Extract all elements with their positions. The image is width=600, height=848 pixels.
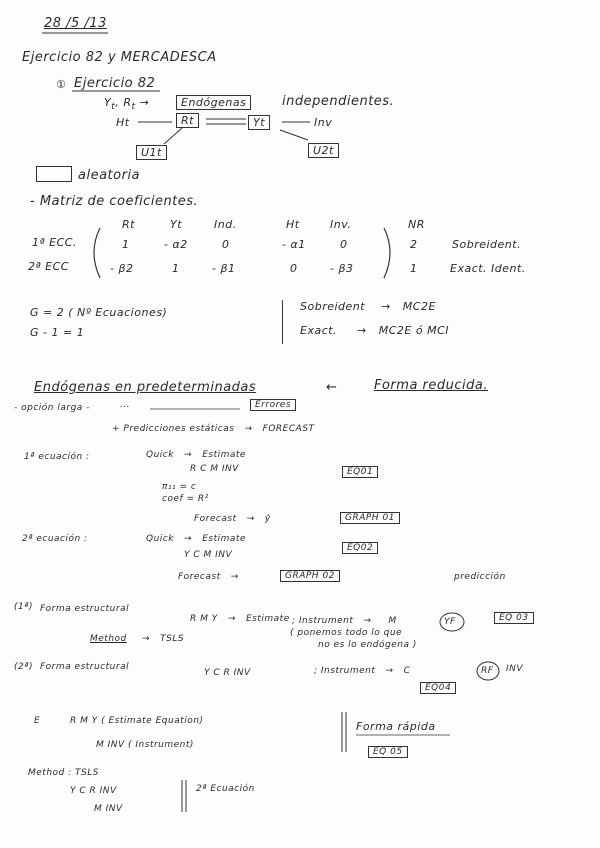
row2-type: Exact. Ident. bbox=[450, 262, 526, 275]
section-number: ① bbox=[56, 78, 67, 91]
row2-val-0: - β2 bbox=[110, 262, 134, 275]
arrow-u2t-yt bbox=[280, 130, 308, 140]
col-inv: Inv. bbox=[330, 218, 352, 231]
fe2-vars: Y C R INV bbox=[204, 668, 251, 678]
fe2-label: Forma estructural bbox=[40, 662, 130, 672]
fe1-note1: ( ponemos todo lo que bbox=[290, 628, 403, 638]
fe2-inst: ; Instrument → C bbox=[314, 666, 411, 676]
fe1-method: Method bbox=[90, 634, 127, 644]
row2-val-2: - β1 bbox=[212, 262, 236, 275]
eq01-box: EQ01 bbox=[342, 466, 378, 478]
row2-val-4: - β3 bbox=[330, 262, 354, 275]
g-line1: G = 2 ( Nº Ecuaciones) bbox=[30, 306, 168, 319]
eq1-label: 1ª ecuación : bbox=[24, 452, 90, 462]
row1-val-4: 0 bbox=[340, 238, 348, 251]
exact-line: Exact. → MC2E ó MCI bbox=[300, 324, 450, 337]
endog-arrow: ← bbox=[326, 380, 338, 395]
endogenous-box: Endógenas bbox=[176, 95, 251, 110]
endog-heading: Endógenas en predeterminadas bbox=[34, 380, 257, 395]
fe2-num: (2ª) bbox=[14, 662, 33, 672]
date: 28 /5 /13 bbox=[44, 16, 107, 31]
errores-box: Errores bbox=[250, 399, 296, 411]
row2-nr: 1 bbox=[410, 262, 418, 275]
opcion-larga-mid: ... bbox=[120, 400, 131, 410]
sob-line: Sobreident → MC2E bbox=[300, 300, 436, 313]
col-yt: Yt bbox=[170, 218, 183, 231]
aleatoria-label: aleatoria bbox=[78, 168, 141, 183]
page-title: Ejercicio 82 y MERCADESCA bbox=[22, 50, 217, 65]
fr-line2: M INV ( Instrument) bbox=[96, 740, 194, 750]
eq1-vars: R C M INV bbox=[190, 464, 239, 474]
graph01-box: GRAPH 01 bbox=[340, 512, 400, 524]
eq2-vars: Y C M INV bbox=[184, 550, 233, 560]
eq05-box: EQ 05 bbox=[368, 746, 408, 758]
row2-val-3: 0 bbox=[290, 262, 298, 275]
method-tsls: Method : TSLS bbox=[28, 768, 99, 778]
aleatoria-box bbox=[36, 166, 72, 182]
forma-reducida-heading: Forma reducida. bbox=[374, 378, 488, 393]
col-rt: Rt bbox=[122, 218, 135, 231]
section-heading: Ejercicio 82 bbox=[74, 76, 156, 91]
opcion-larga: - opción larga - bbox=[14, 403, 90, 413]
row1-val-2: 0 bbox=[222, 238, 230, 251]
fe1-inst: ; Instrument → M bbox=[292, 616, 397, 626]
yf-label: YF bbox=[444, 617, 456, 627]
col-nr: NR bbox=[408, 218, 425, 231]
eq1-quick: Quick → Estimate bbox=[146, 450, 246, 460]
eq02-box: EQ02 bbox=[342, 542, 378, 554]
fr-line1: R M Y ( Estimate Equation) bbox=[70, 716, 204, 726]
matrix-title: - Matriz de coeficientes. bbox=[30, 194, 199, 209]
fe1-num: (1ª) bbox=[14, 602, 33, 612]
graph02-box: GRAPH 02 bbox=[280, 570, 340, 582]
fe1-tsls: → TSLS bbox=[142, 634, 185, 644]
forecast2: Forecast → bbox=[178, 572, 239, 582]
row1-val-3: - α1 bbox=[282, 238, 306, 251]
predicciones: + Predicciones estáticas → FORECAST bbox=[112, 424, 315, 434]
m2-line1: Y C R INV bbox=[70, 786, 117, 796]
fe2-inv: INV bbox=[506, 664, 524, 674]
pi-line: π₁₁ = c bbox=[162, 482, 197, 492]
col-ind: Ind. bbox=[214, 218, 237, 231]
yt-box: Yt bbox=[248, 115, 270, 130]
fe1-label: Forma estructural bbox=[40, 604, 130, 614]
fe1-vars: R M Y → Estimate bbox=[190, 614, 290, 624]
u1t-box: U1t bbox=[136, 145, 167, 160]
m2-side: 2ª Ecuación bbox=[196, 784, 255, 794]
forma-rapida: Forma rápida bbox=[356, 720, 436, 733]
prediccion-label: predicción bbox=[454, 572, 506, 582]
matrix-right-paren bbox=[384, 228, 390, 278]
fe1-note2: no es lo endógena ) bbox=[318, 640, 417, 650]
col-ht: Ht bbox=[286, 218, 300, 231]
inv-label: Inv bbox=[314, 116, 333, 129]
eq2-label: 2ª ecuación : bbox=[22, 534, 88, 544]
endogenous-vars: $Y_t$, $R_t$ → bbox=[104, 96, 150, 113]
coef-line: coef = R² bbox=[162, 494, 209, 504]
g-line2: G - 1 = 1 bbox=[30, 326, 85, 339]
eq04-box: EQ04 bbox=[420, 682, 456, 694]
row1-val-0: 1 bbox=[122, 238, 130, 251]
row1-nr: 2 bbox=[410, 238, 418, 251]
matrix-left-paren bbox=[94, 228, 100, 278]
arrow-u1t-rt bbox=[164, 128, 182, 144]
rf-label: RF bbox=[481, 666, 494, 676]
independent-label: independientes. bbox=[282, 94, 395, 109]
row1-label: 1ª ECC. bbox=[32, 236, 77, 249]
rt-box: Rt bbox=[176, 113, 199, 128]
eq03-box: EQ 03 bbox=[494, 612, 534, 624]
g-divider bbox=[282, 300, 283, 344]
fr-e: E bbox=[34, 716, 41, 726]
m2-line2: M INV bbox=[94, 804, 123, 814]
row1-val-1: - α2 bbox=[164, 238, 188, 251]
eq2-quick: Quick → Estimate bbox=[146, 534, 246, 544]
row2-label: 2ª ECC bbox=[28, 260, 69, 273]
ht-label: Ht bbox=[116, 116, 130, 129]
row1-type: Sobreident. bbox=[452, 238, 522, 251]
row2-val-1: 1 bbox=[172, 262, 180, 275]
forecast1: Forecast → ŷ bbox=[194, 514, 271, 524]
u2t-box: U2t bbox=[308, 143, 339, 158]
